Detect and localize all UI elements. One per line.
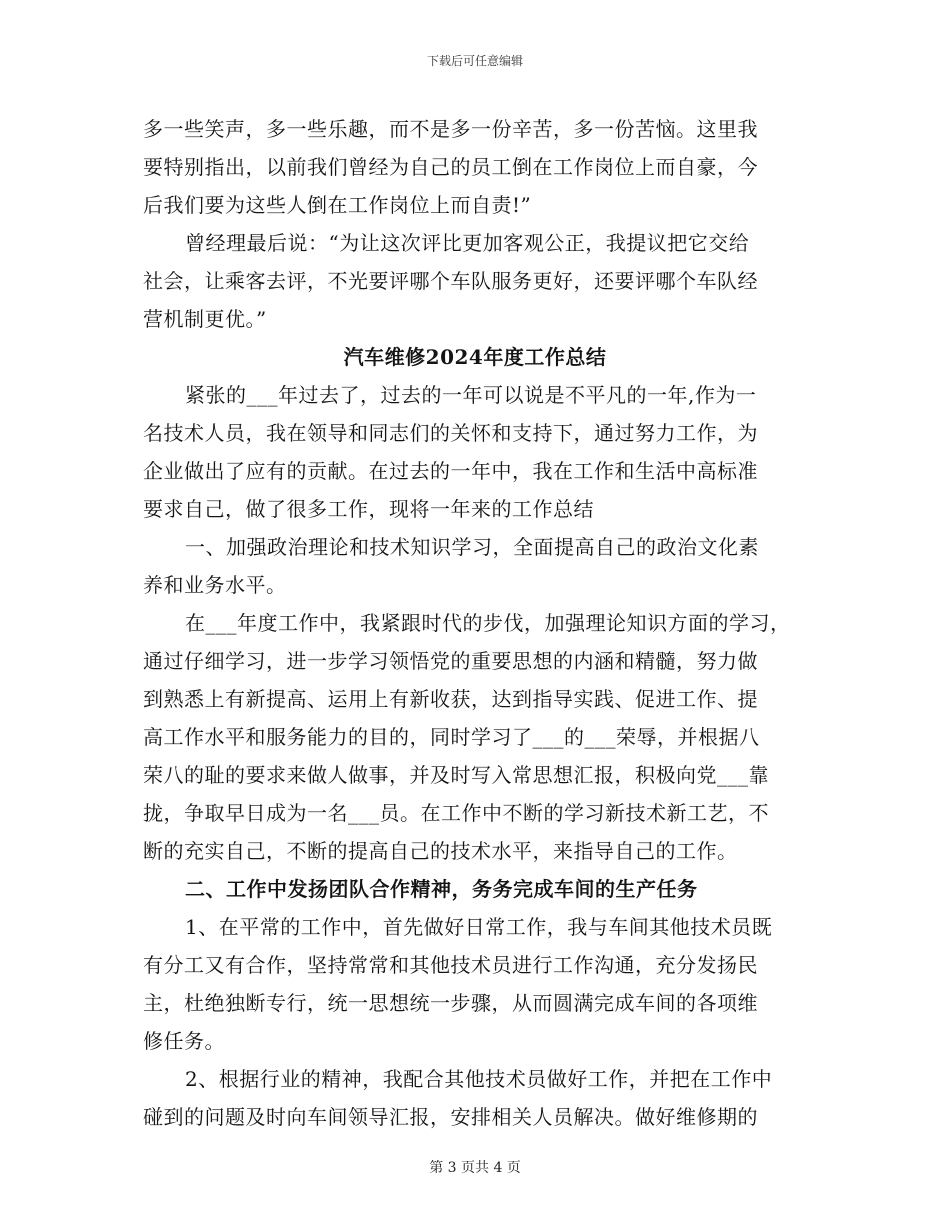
body-line: 社会，让乘客去评，不光要评哪个车队服务更好，还要评哪个车队经 bbox=[143, 269, 758, 293]
body-line: 碰到的问题及时向车间领导汇报，安排相关人员解决。做好维修期的 bbox=[143, 1105, 758, 1129]
body-line: 企业做出了应有的贡献。在过去的一年中，我在工作和生活中高标准 bbox=[143, 459, 758, 483]
body-line: 断的充实自己，不断的提高自己的技术水平，来指导自己的工作。 bbox=[143, 839, 738, 863]
body-line: 养和业务水平。 bbox=[143, 573, 287, 597]
body-line: 后我们要为这些人倒在工作岗位上而自责!” bbox=[143, 193, 532, 217]
section-heading: 二、工作中发扬团队合作精神，务务完成车间的生产任务 bbox=[185, 877, 698, 901]
body-line: 多一些笑声，多一些乐趣，而不是多一份辛苦，多一份苦恼。这里我 bbox=[143, 117, 758, 141]
page-header: 下载后可任意编辑 bbox=[426, 54, 523, 68]
document-body bbox=[143, 110, 807, 1136]
section-title: 汽车维修2024年度工作总结 bbox=[343, 345, 607, 369]
body-line: 修任务。 bbox=[143, 1029, 225, 1053]
body-line: 要求自己，做了很多工作，现将一年来的工作总结 bbox=[143, 497, 594, 521]
body-line: 荣八的耻的要求来做人做事，并及时写入常思想汇报，积极向党___靠 bbox=[143, 763, 769, 787]
body-line: 曾经理最后说：“为让这次评比更加客观公正，我提议把它交给 bbox=[185, 231, 750, 255]
body-line: 有分工又有合作，坚持常常和其他技术员进行工作沟通，充分发扬民 bbox=[143, 953, 758, 977]
body-line: 在___年度工作中，我紧跟时代的步伐，加强理论知识方面的学习， bbox=[185, 611, 791, 635]
body-line: 1、在平常的工作中，首先做好日常工作，我与车间其他技术员既 bbox=[185, 915, 773, 939]
body-line: 拢，争取早日成为一名___员。在工作中不断的学习新技术新工艺，不 bbox=[143, 801, 769, 825]
body-line: 要特别指出，以前我们曾经为自己的员工倒在工作岗位上而自豪，今 bbox=[143, 155, 758, 179]
body-line: 一、加强政治理论和技术知识学习，全面提高自己的政治文化素 bbox=[185, 535, 759, 559]
page-footer: 第 3 页共 4 页 bbox=[429, 1160, 521, 1176]
body-line: 通过仔细学习，进一步学习领悟党的重要思想的内涵和精髓，努力做 bbox=[143, 649, 758, 673]
body-line: 紧张的___年过去了，过去的一年可以说是不平凡的一年,作为一 bbox=[185, 383, 757, 407]
body-line: 名技术人员，我在领导和同志们的关怀和支持下，通过努力工作，为 bbox=[143, 421, 758, 445]
body-line: 营机制更优。” bbox=[143, 307, 267, 331]
body-line: 主，杜绝独断专行，统一思想统一步骤，从而圆满完成车间的各项维 bbox=[143, 991, 758, 1015]
body-line: 2、根据行业的精神，我配合其他技术员做好工作，并把在工作中 bbox=[185, 1067, 773, 1091]
body-line: 高工作水平和服务能力的目的，同时学习了___的___荣辱，并根据八 bbox=[143, 725, 760, 749]
body-line: 到熟悉上有新提高、运用上有新收获，达到指导实践、促进工作、提 bbox=[143, 687, 758, 711]
